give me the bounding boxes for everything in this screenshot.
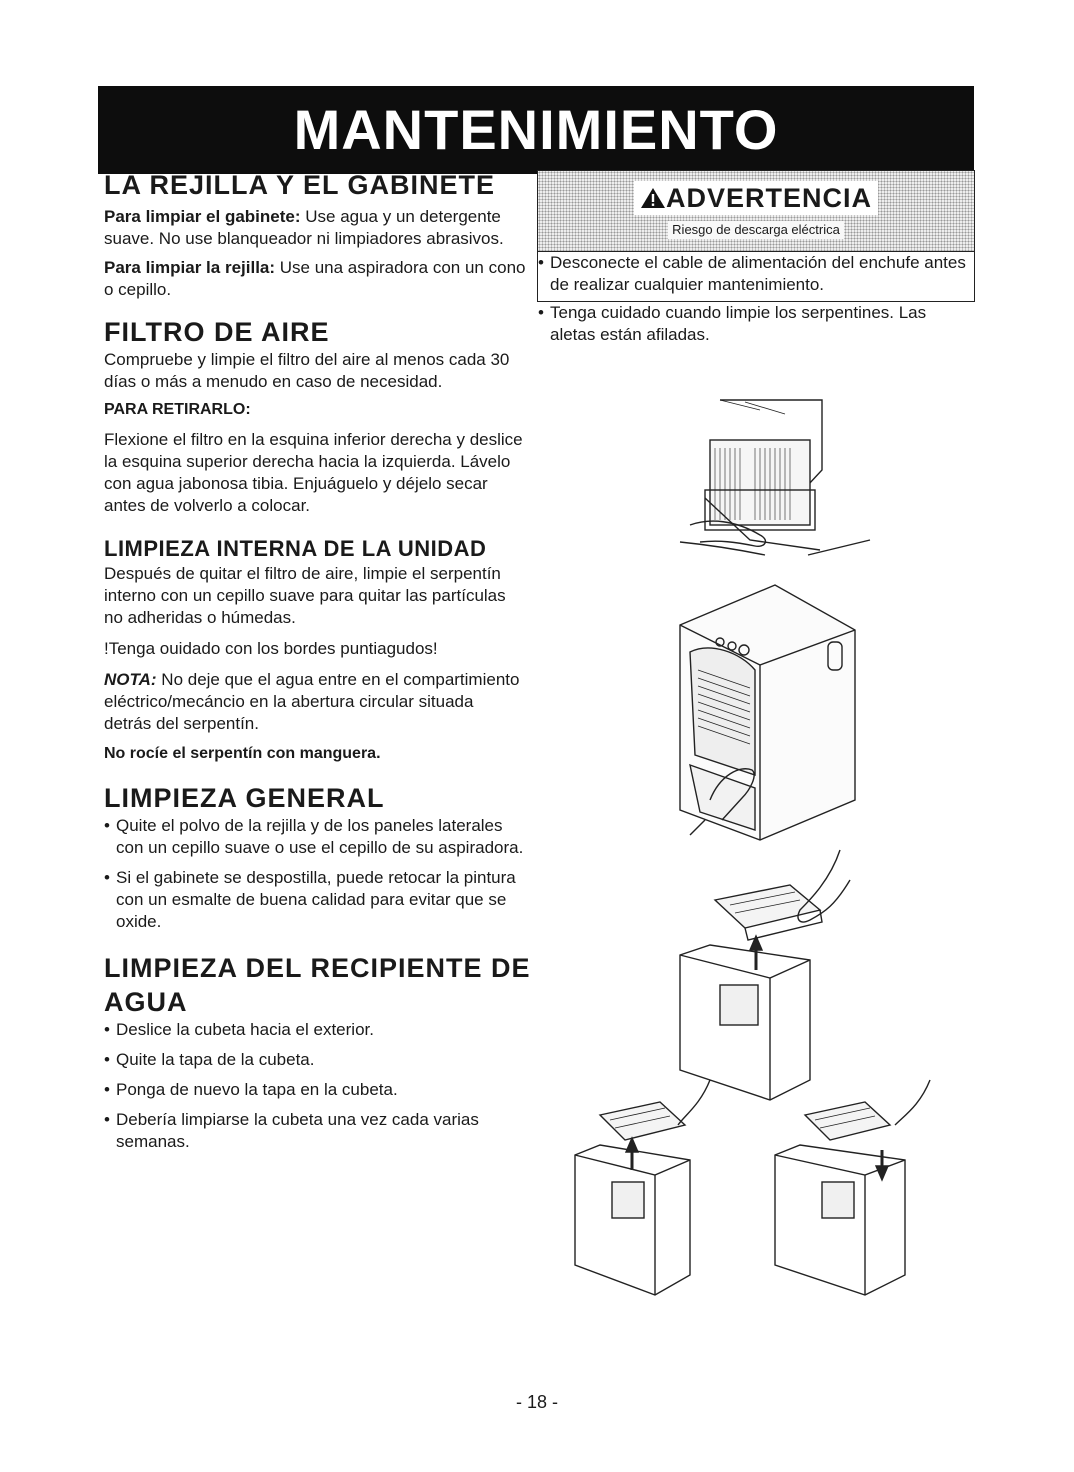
bucket-lid-removal-illustration [680,850,850,1100]
left-column [104,168,534,1153]
interna-note [104,669,524,735]
general-heading: LIMPIEZA GENERAL [104,783,385,813]
warning-title-text: ADVERTENCIA [665,183,872,213]
recipiente-bullet-3: • Ponga de nuevo la tapa en la cubeta. [104,1079,504,1101]
recipiente-bullet-1: • Deslice la cubeta hacia el exterior. [104,1019,504,1041]
page-title-banner [98,86,974,174]
warning-title [634,181,878,215]
rejilla-p2-lead: Para limpiar la rejilla: [104,258,276,277]
interna-heading: LIMPIEZA INTERNA DE LA UNIDAD [104,536,487,561]
filtro-paragraph-2: Flexione el filtro en la esquina inferior derecha y deslice la esquina superior derecha hacia la izquierda. Lávelo con agua jabonosa tibia. Enjuáguelo y déjelo secar antes de volverlo a colocar. [104,430,523,515]
rejilla-p1-text: Use agua y un detergente suave. No use blanqueador ni limpiadores abrasivos. [104,207,504,248]
warning-subtitle: Riesgo de descarga eléctrica [668,221,844,239]
illustrations [560,380,960,1320]
rejilla-p1-lead: Para limpiar el gabinete: [104,207,301,226]
rejilla-heading: LA REJILLA Y EL GABINETE [104,170,496,200]
warning-list [538,252,974,346]
interna-paragraph-1: Después de quitar el filtro de aire, limpie el serpentín interno con un cepillo suave para quitar las partículas no adheridas o húmedas. [104,564,506,627]
interna-note-lead: NOTA: [104,670,157,689]
filtro-heading: FILTRO DE AIRE [104,317,330,347]
filtro-paragraph-1: Compruebe y limpie el filtro del aire al menos cada 30 días o más a menudo en caso de necesidad. [104,350,510,391]
filtro-subheading: PARA RETIRARLO: [104,401,251,418]
rejilla-paragraph-1 [104,206,519,250]
recipiente-bullet-2: • Quite la tapa de la cubeta. [104,1049,504,1071]
general-bullet-1: • Quite el polvo de la rejilla y de los paneles laterales con un cepillo suave o use el cepillo de su aspiradora. [104,815,524,859]
page-number: - 18 - [515,1392,558,1412]
warning-bullet-1: • Desconecte el cable de alimentación del enchufe antes de realizar cualquier mantenimiento. [538,252,974,296]
warning-header [538,171,974,252]
interna-warning: No rocíe el serpentín con manguera. [104,745,381,762]
general-bullet-2: • Si el gabinete se despostilla, puede retocar la pintura con un esmalte de buena calidad para evitar que se oxide. [104,867,524,933]
recipiente-list [104,1019,504,1153]
page-title: MANTENIMIENTO [293,98,779,161]
bucket-lid-replacement-illustration [575,1080,930,1295]
interna-note-text: No deje que el agua entre en el compartimiento eléctrico/mecáncio en la abertura circular situada detrás del serpentín. [104,670,520,733]
recipiente-bullet-4: • Debería limpiarse la cubeta una vez cada varias semanas. [104,1109,504,1153]
interna-paragraph-2: !Tenga ouidado con los bordes puntiagudos! [104,639,438,658]
rejilla-paragraph-2 [104,257,529,301]
filter-removal-illustration [680,400,870,555]
warning-box [537,170,975,344]
dehumidifier-illustration [680,585,855,840]
rejilla-p2-text: Use una aspiradora con un cono o cepillo. [104,258,526,299]
warning-bullet-2: • Tenga cuidado cuando limpie los serpentines. Las aletas están afiladas. [538,302,974,346]
warning-triangle-icon [640,187,666,209]
recipiente-heading: LIMPIEZA DEL RECIPIENTE DE AGUA [104,953,531,1017]
general-list [104,815,524,933]
